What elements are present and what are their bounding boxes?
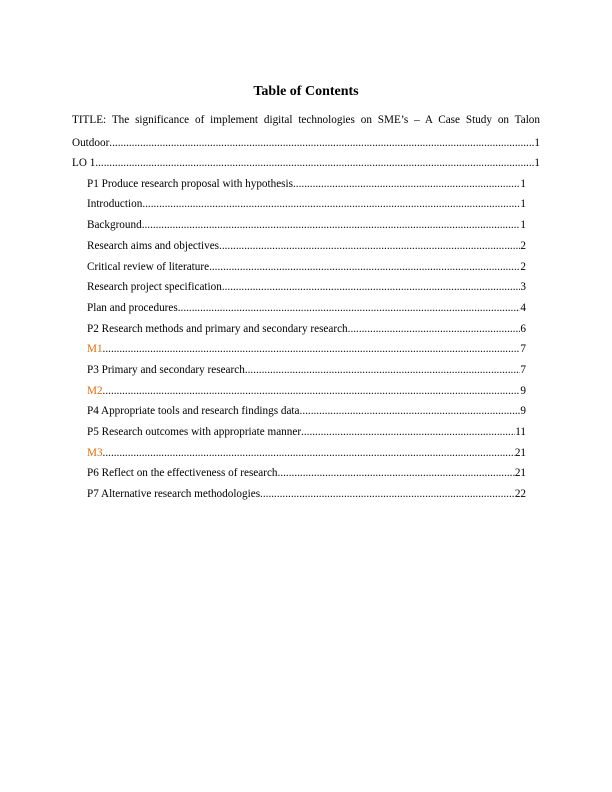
toc-entry-label: P2 Research methods and primary and secondary research (87, 323, 348, 335)
toc-entry-label: P1 Produce research proposal with hypothesis (87, 178, 293, 190)
toc-entry[interactable] (87, 260, 526, 274)
toc-leader-dots (142, 197, 520, 211)
toc-entry-label: P7 Alternative research methodologies (87, 488, 261, 500)
toc-entry-label: LO 1 (72, 157, 96, 169)
toc-entry-label: P4 Appropriate tools and research findings data (87, 405, 300, 417)
toc-entry-label: M3 (87, 447, 103, 459)
toc-leader-dots (109, 136, 534, 150)
toc-page-number: 1 (520, 198, 526, 210)
toc-entry[interactable] (72, 156, 540, 170)
toc-leader-dots (142, 218, 521, 232)
toc-entry[interactable] (87, 239, 526, 253)
toc-entry[interactable] (87, 487, 526, 501)
toc-entry-label: Research project specification (87, 281, 222, 293)
toc-leader-dots (209, 260, 520, 274)
toc-page-number: 1 (520, 219, 526, 231)
toc-entry[interactable] (87, 363, 526, 377)
toc-page-number: 1 (534, 157, 540, 169)
toc-entry-label: Outdoor (72, 137, 110, 149)
toc-page-number: 21 (514, 467, 526, 479)
toc-page-number: 21 (514, 447, 526, 459)
toc-entry[interactable] (87, 197, 526, 211)
toc-entry-label: Plan and procedures (87, 302, 178, 314)
toc-entry[interactable] (87, 218, 526, 232)
toc-page-number: 7 (520, 364, 526, 376)
toc-leader-dots (245, 363, 521, 377)
toc-leader-dots (103, 342, 521, 356)
toc-entry-merit[interactable] (87, 384, 526, 398)
toc-entry-label: M1 (87, 343, 103, 355)
toc-entry[interactable] (87, 404, 526, 418)
toc-leader-dots (348, 322, 521, 336)
toc-entry-label: Background (87, 219, 142, 231)
toc-entry-label: Critical review of literature (87, 261, 210, 273)
toc-leader-dots (300, 404, 521, 418)
toc-leader-dots (293, 177, 520, 191)
toc-page-number: 22 (514, 488, 526, 500)
toc-entry-label: M2 (87, 385, 103, 397)
toc-entry[interactable] (87, 177, 526, 191)
toc-entry-label: Introduction (87, 198, 143, 210)
toc-page-number: 2 (520, 240, 526, 252)
toc-leader-dots (260, 487, 515, 501)
toc-entry-label: P3 Primary and secondary research (87, 364, 245, 376)
toc-entry-title[interactable] (72, 113, 540, 127)
toc-entry-label: P6 Reflect on the effectiveness of research (87, 467, 278, 479)
toc-entry-title-line1: TITLE: The significance of implement digital technologies on SME’s – A Case Study on Talon (72, 114, 540, 126)
toc-page-number: 11 (515, 426, 526, 438)
toc-leader-dots (222, 280, 521, 294)
toc-entry[interactable] (87, 301, 526, 315)
toc-page-number: 2 (520, 261, 526, 273)
toc-page-number: 9 (520, 405, 526, 417)
page-title: Table of Contents (253, 84, 359, 99)
toc-entry[interactable] (87, 425, 526, 439)
toc-entry[interactable] (87, 280, 526, 294)
toc-leader-dots (178, 301, 521, 315)
toc-leader-dots (278, 466, 515, 480)
toc-entry-label: Research aims and objectives (87, 240, 220, 252)
toc-page-number: 4 (520, 302, 526, 314)
toc-leader-dots (95, 156, 534, 170)
toc-entry-merit[interactable] (87, 446, 526, 460)
toc-page-number: 1 (534, 137, 540, 149)
toc-entry-merit[interactable] (87, 342, 526, 356)
toc-entry[interactable] (87, 322, 526, 336)
toc-leader-dots (103, 446, 515, 460)
toc-entry-label: P5 Research outcomes with appropriate manner (87, 426, 302, 438)
toc-page-number: 6 (520, 323, 526, 335)
toc-page-number: 1 (520, 178, 526, 190)
toc-entry-title-cont[interactable] (72, 136, 540, 150)
toc-page-number: 7 (520, 343, 526, 355)
toc-leader-dots (103, 384, 521, 398)
toc-entry[interactable] (87, 466, 526, 480)
toc-leader-dots (219, 239, 520, 253)
toc-leader-dots (301, 425, 515, 439)
toc-page-number: 3 (520, 281, 526, 293)
toc-page-number: 9 (520, 385, 526, 397)
